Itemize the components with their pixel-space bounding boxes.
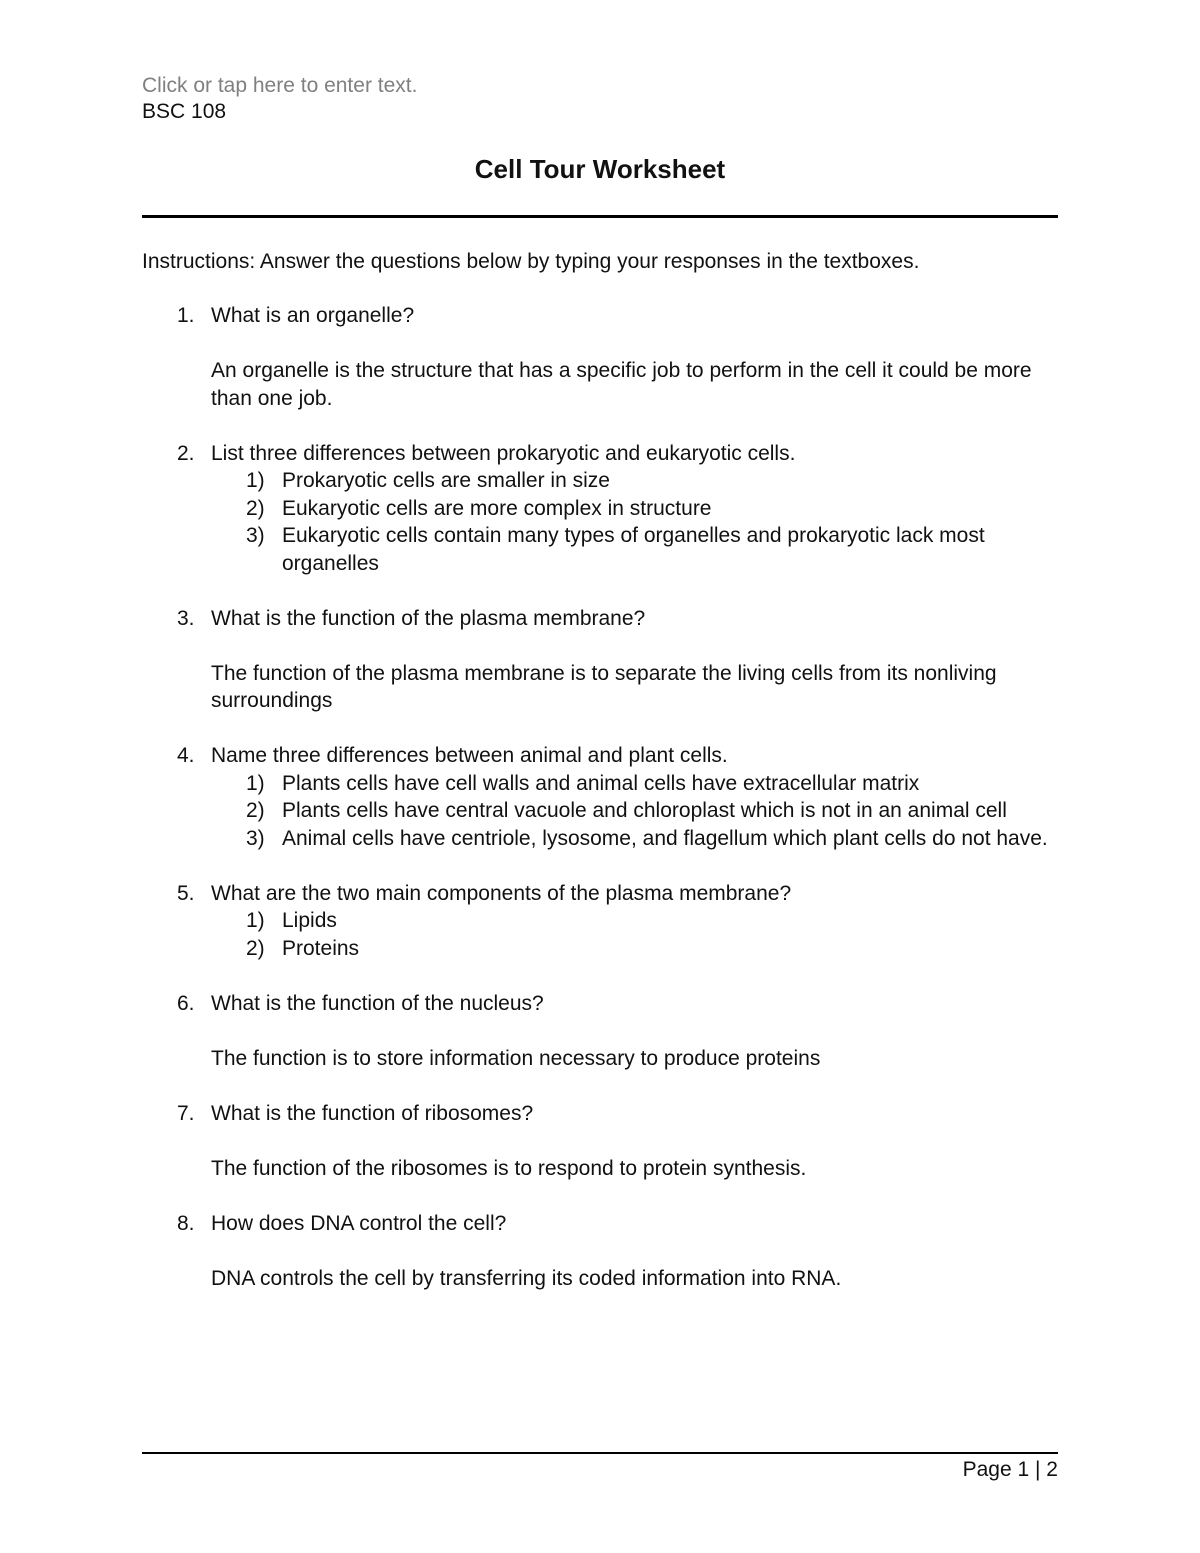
- question-text: Name three differences between animal and plant cells.: [211, 744, 728, 767]
- answer-item-text: Plants cells have central vacuole and chloroplast which is not in an animal cell: [282, 799, 1007, 822]
- answer-item-text: Eukaryotic cells contain many types of organelles and prokaryotic lack most organelles: [282, 524, 985, 575]
- answer-textbox[interactable]: The function of the plasma membrane is to separate the living cells from its nonliving surroundings: [211, 661, 997, 712]
- question-number-label: 3.: [177, 606, 195, 630]
- question-text: How does DNA control the cell?: [211, 1211, 507, 1235]
- question-number: [142, 742, 211, 852]
- question-number: [142, 880, 211, 963]
- question-number-label: 7.: [177, 1101, 195, 1125]
- answer-list-item[interactable]: [211, 495, 1058, 523]
- answer-list-item[interactable]: [211, 907, 1058, 935]
- question-item: [142, 302, 1058, 412]
- answer-item-number: 2): [246, 496, 265, 520]
- question-text: What is an organelle?: [211, 304, 415, 327]
- question-text: What is the function of ribosomes?: [211, 1101, 534, 1125]
- answer-item-text: Eukaryotic cells are more complex in structure: [282, 496, 712, 520]
- answer-list-item[interactable]: [211, 797, 1058, 825]
- question-item: [142, 1210, 1058, 1293]
- page-title: Cell Tour Worksheet: [474, 154, 726, 184]
- question-text: List three differences between prokaryotic and eukaryotic cells.: [211, 441, 796, 465]
- question-body: [211, 440, 1058, 578]
- course-code: BSC 108: [142, 100, 227, 123]
- page-number: Page 1 | 2: [962, 1458, 1058, 1481]
- footer-divider: [142, 1452, 1058, 1454]
- answer-item-text: Plants cells have cell walls and animal cells have extracellular matrix: [282, 771, 920, 795]
- question-item: [142, 880, 1058, 963]
- question-number-label: 4.: [177, 744, 195, 767]
- question-number: [142, 605, 211, 715]
- question-item: [142, 742, 1058, 852]
- answer-list-item[interactable]: [211, 467, 1058, 495]
- answer-textbox[interactable]: The function is to store information necessary to produce proteins: [211, 1046, 821, 1070]
- answer-item-text: Prokaryotic cells are smaller in size: [282, 469, 610, 492]
- answer-item-number: 1): [246, 909, 265, 932]
- question-item: [142, 990, 1058, 1073]
- answer-item-number: 2): [246, 799, 265, 822]
- question-number-label: 5.: [177, 881, 195, 905]
- question-body: [211, 742, 1058, 852]
- header-divider: [142, 215, 1058, 218]
- question-body: [211, 880, 1058, 963]
- question-number-label: 6.: [177, 991, 195, 1015]
- question-number: [142, 302, 211, 412]
- answer-item-number: 3): [246, 826, 265, 850]
- answer-list-item[interactable]: [211, 825, 1058, 853]
- answer-textbox[interactable]: DNA controls the cell by transferring its coded information into RNA.: [211, 1266, 842, 1290]
- question-body: [211, 990, 1058, 1073]
- question-number-label: 2.: [177, 441, 195, 465]
- name-placeholder-field[interactable]: Click or tap here to enter text.: [142, 74, 418, 97]
- answer-list-item[interactable]: [211, 770, 1058, 798]
- answer-item-text: Proteins: [282, 936, 360, 960]
- question-text: What is the function of the plasma membrane?: [211, 606, 646, 630]
- question-item: [142, 440, 1058, 578]
- answer-item-text: Animal cells have centriole, lysosome, and flagellum which plant cells do not have.: [282, 826, 1048, 850]
- question-body: [211, 302, 1058, 412]
- answer-item-number: 1): [246, 771, 265, 795]
- question-body: [211, 1210, 1058, 1293]
- question-number: [142, 440, 211, 578]
- question-body: [211, 605, 1058, 715]
- question-number: [142, 1100, 211, 1183]
- answer-item-number: 2): [246, 936, 265, 960]
- answer-textbox[interactable]: The function of the ribosomes is to respond to protein synthesis.: [211, 1156, 807, 1180]
- answer-item-number: 3): [246, 524, 265, 547]
- answer-item-number: 1): [246, 469, 265, 492]
- question-text: What are the two main components of the plasma membrane?: [211, 881, 792, 905]
- answer-list-item[interactable]: [211, 522, 1058, 577]
- question-item: [142, 605, 1058, 715]
- question-list: [142, 302, 1058, 1320]
- question-number: [142, 990, 211, 1073]
- question-number: [142, 1210, 211, 1293]
- answer-list-item[interactable]: [211, 935, 1058, 963]
- answer-textbox[interactable]: An organelle is the structure that has a specific job to perform in the cell it could be more than one job.: [211, 359, 1032, 410]
- question-body: [211, 1100, 1058, 1183]
- question-number-label: 8.: [177, 1211, 195, 1235]
- question-item: [142, 1100, 1058, 1183]
- instructions-text: Instructions: Answer the questions below by typing your responses in the textboxes.: [142, 250, 920, 273]
- question-text: What is the function of the nucleus?: [211, 991, 544, 1015]
- question-number-label: 1.: [177, 304, 195, 327]
- answer-item-text: Lipids: [282, 909, 337, 932]
